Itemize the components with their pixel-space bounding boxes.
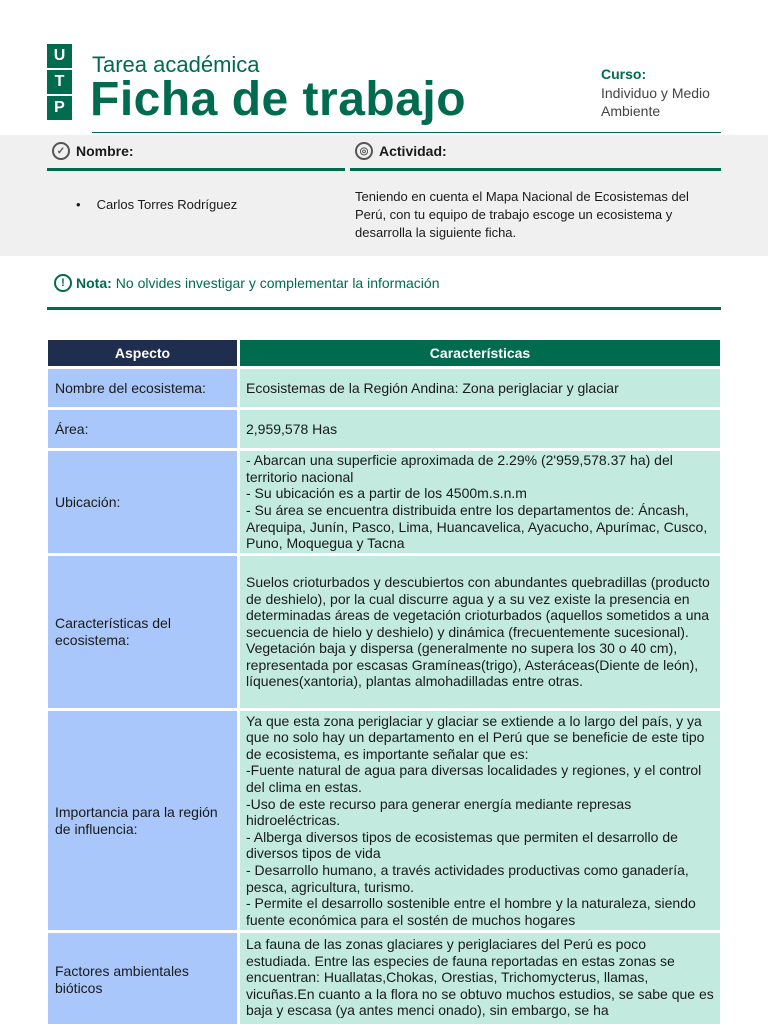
check-badge-icon: ✓ [52, 142, 70, 160]
header-divider [92, 132, 721, 133]
nombre-label: Nombre: [76, 143, 134, 159]
row-detail: La fauna de las zonas glaciares y periglaciares del Perú es poco estudiada. Entre las especies de fauna reportadas en estas zonas se encuentran: Huallatas,Chokas, Orestias, Trichomycterus, llamas, vicuñas.En cuanto a la flora no se obtuvo muchos estudios, se sabe que es baja y escasa (ya antes menci onado), sin embargo, se ha [240, 933, 720, 1024]
logo-letter-t: T [47, 70, 72, 94]
nota-text: No olvides investigar y complementar la información [115, 275, 440, 291]
table-row [48, 933, 720, 1024]
row-aspect: Nombre del ecosistema: [48, 369, 237, 407]
nota-line [54, 274, 439, 292]
logo-letter-p: P [47, 96, 72, 120]
row-detail: 2,959,578 Has [240, 410, 720, 448]
utp-logo [47, 44, 72, 120]
student-name: Carlos Torres Rodríguez [96, 197, 238, 212]
table-row [48, 711, 720, 930]
actividad-divider [350, 168, 721, 171]
table-header-row [48, 340, 720, 366]
header-caracteristicas: Características [240, 340, 720, 366]
row-aspect: Importancia para la región de influencia: [48, 711, 237, 930]
ecosystem-table [48, 340, 720, 1024]
bullet-icon: • [76, 197, 81, 212]
curso-value: Individuo y Medio Ambiente [601, 85, 710, 119]
actividad-label: Actividad: [379, 143, 447, 159]
student-list-item [76, 197, 237, 212]
table-row [48, 451, 720, 553]
exclamation-icon: ! [54, 274, 72, 292]
table-row [48, 410, 720, 448]
row-aspect: Área: [48, 410, 237, 448]
activity-description: Teniendo en cuenta el Mapa Nacional de Ecosistemas del Perú, con tu equipo de trabajo escoge un ecosistema y desarrolla la siguiente ficha. [355, 189, 689, 240]
nota-label: Nota: [76, 275, 112, 291]
header-aspecto: Aspecto [48, 340, 237, 366]
curso-label: Curso: [601, 66, 647, 82]
page-subtitle: Tarea académica [92, 52, 260, 77]
table-row [48, 556, 720, 708]
nombre-heading [52, 142, 134, 160]
target-icon: ◎ [355, 142, 373, 160]
row-aspect: Factores ambientales bióticos [48, 933, 237, 1024]
table-row [48, 369, 720, 407]
page-title: Ficha de trabajo [90, 73, 467, 126]
actividad-heading [355, 142, 447, 160]
row-detail: Suelos crioturbados y descubiertos con abundantes quebradillas (producto de deshielo), por la cual discurre agua y a su vez existe la presencia en determinadas áreas de vegetación crioturbados (aquellos sometidos a una secuencia de hielo y deshielo) y dinámica (frecuentemente sucesional). Vegetación baja y dispersa (generalmente no supera los 30 o 40 cm), representada por escasas Gramíneas(trigo), Asteráceas(Diente de león), líquenes(xantoria), plantas almohadilladas entre otras. [240, 556, 720, 708]
row-aspect: Ubicación: [48, 451, 237, 553]
row-detail: - Abarcan una superficie aproximada de 2.29% (2'959,578.37 ha) del territorio nacional - Su ubicación es a partir de los 4500m.s.n.m - Su área se encuentra distribuida entre los departamentos de: Áncash, Arequipa, Junín, Pasco, Lima, Huancavelica, Ayacucho, Apurímac, Cusco, Puno, Moquegua y Tacna [240, 451, 720, 553]
row-detail: Ya que esta zona periglaciar y glaciar se extiende a lo largo del país, y ya que no solo hay un departamento en el Perú que se beneficie de este tipo de ecosistema, es importante señalar que es: -Fuente natural de agua para diversas localidades y regiones, y el control del clima en estas. -Uso de este recurso para generar energía mediante represas hidroeléctricas. - Alberga diversos tipos de ecosistemas que permiten el desarrollo de diversos tipos de vida - Desarrollo humano, a través actividades productivas como ganadería, pesca, agricultura, turismo. - Permite el desarrollo sostenible entre el hombre y la naturaleza, siendo fuente económica para el sostén de muchos hogares [240, 711, 720, 930]
row-aspect: Características del ecosistema: [48, 556, 237, 708]
nota-divider [47, 307, 721, 310]
logo-letter-u: U [47, 44, 72, 68]
row-detail: Ecosistemas de la Región Andina: Zona periglaciar y glaciar [240, 369, 720, 407]
nombre-divider [47, 168, 345, 171]
